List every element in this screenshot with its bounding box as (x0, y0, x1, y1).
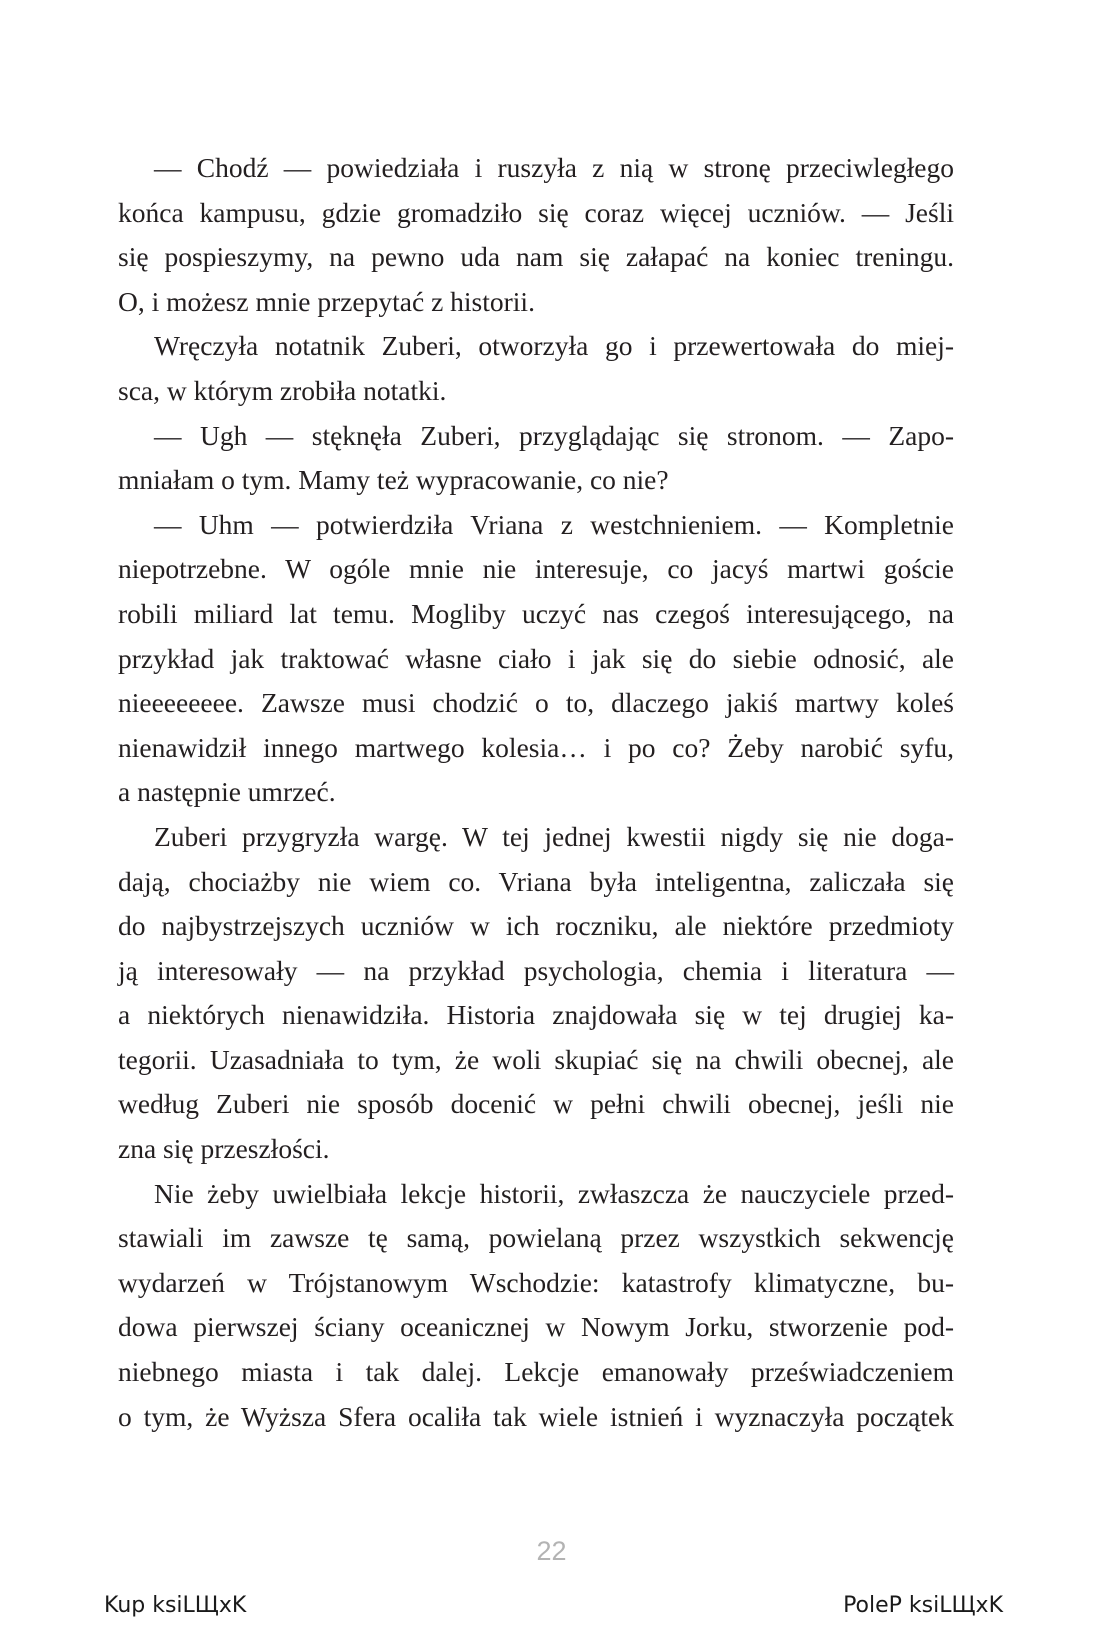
text-line: nieeeeeeee. Zawsze musi chodzić o to, dlaczego jakiś martwy koleś (118, 687, 954, 719)
text-line: a niektórych nienawidziła. Historia znajdowała się w tej drugiej ka- (118, 999, 954, 1031)
text-line: — Ugh — stęknęła Zuberi, przyglądając się stronom. — Zapo- (154, 419, 954, 451)
body-text (118, 146, 954, 1439)
text-line: dowa pierwszej ściany oceanicznej w Nowym Jorku, stworzenie pod- (118, 1311, 954, 1343)
text-line: a następnie umrzeć. (118, 776, 336, 808)
text-line: końca kampusu, gdzie gromadziło się coraz więcej uczniów. — Jeśli (118, 196, 954, 228)
text-line: według Zuberi nie sposób docenić w pełni chwili obecnej, jeśli nie (118, 1088, 954, 1120)
text-line: O, i możesz mnie przepytać z historii. (118, 285, 535, 317)
text-line: sca, w którym zrobiła notatki. (118, 374, 447, 406)
text-line: niebnego miasta i tak dalej. Lekcje emanowały przeświadczeniem (118, 1356, 954, 1388)
text-line: — Uhm — potwierdziła Vriana z westchnieniem. — Kompletnie (154, 508, 954, 540)
paragraph (118, 1172, 954, 1440)
text-line: robili miliard lat temu. Mogliby uczyć nas czegoś interesującego, na (118, 597, 954, 629)
text-line: stawiali im zawsze tę samą, powielaną przez wszystkich sekwencję (118, 1222, 954, 1254)
paragraph (118, 503, 954, 815)
text-line: — Chodź — powiedziała i ruszyła z nią w stronę przeciwległego (154, 152, 954, 183)
page-number: 22 (536, 1536, 567, 1566)
text-line: Wręczyła notatnik Zuberi, otworzyła go i przewertowała do miej- (154, 330, 954, 362)
paragraph (118, 324, 954, 413)
paragraph (118, 146, 954, 324)
paragraph (118, 414, 954, 503)
text-line: nienawidził innego martwego kolesia… i po co? Żeby narobić syfu, (118, 731, 954, 763)
text-line: do najbystrzejszych uczniów w ich roczniku, ale niektóre przedmioty (118, 910, 954, 942)
text-line: przykład jak traktować własne ciało i jak się do siebie odnosić, ale (118, 642, 954, 674)
paragraph (118, 815, 954, 1172)
text-line: wydarzeń w Trójstanowym Wschodzie: katastrofy klimatyczne, bu- (118, 1266, 954, 1298)
text-line: zna się przeszłości. (118, 1133, 330, 1165)
footer-buy-book-link[interactable]: Kup ksiLЩxK (104, 1593, 247, 1618)
text-line: tegorii. Uzasadniała to tym, że woli skupiać się na chwili obecnej, ale (118, 1043, 954, 1075)
text-line: mniałam o tym. Mamy też wypracowanie, co nie? (118, 464, 669, 496)
text-line: o tym, że Wyższa Sfera ocaliła tak wiele istnień i wyznaczyła początek (118, 1400, 954, 1432)
text-line: dają, chociażby nie wiem co. Vriana była inteligentna, zaliczała się (118, 865, 954, 897)
text-line: niepotrzebne. W ogóle mnie nie interesuje, co jacyś martwi goście (118, 553, 954, 585)
text-line: Zuberi przygryzła wargę. W tej jednej kwestii nigdy się nie doga- (154, 820, 954, 852)
text-line: Nie żeby uwielbiała lekcje historii, zwłaszcza że nauczyciele przed- (154, 1177, 954, 1209)
footer-recommend-book-link[interactable]: PoleP ksiLЩxK (843, 1593, 1003, 1618)
text-line: ją interesowały — na przykład psychologia, chemia i literatura — (118, 954, 954, 986)
text-line: się pospieszymy, na pewno uda nam się załapać na koniec treningu. (118, 241, 954, 273)
